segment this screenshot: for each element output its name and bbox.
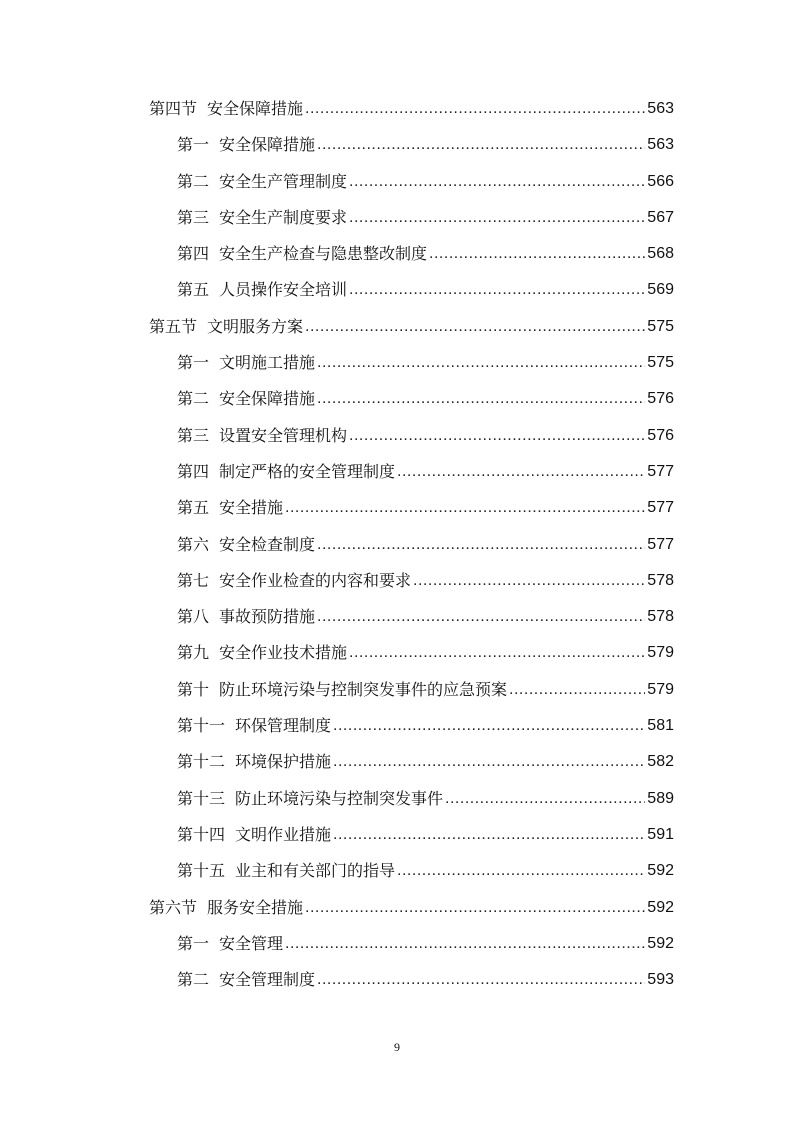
toc-entry-text: 文明服务方案 bbox=[207, 316, 304, 336]
toc-entry-number: 第四 bbox=[177, 461, 210, 481]
toc-entry-number: 第十 bbox=[177, 679, 210, 699]
toc-entry-number: 第七 bbox=[177, 570, 210, 590]
toc-entry-page: 592 bbox=[647, 862, 674, 880]
toc-entry-number: 第三 bbox=[177, 207, 210, 227]
toc-entry-text: 安全保障措施 bbox=[219, 389, 316, 409]
toc-entry-title bbox=[177, 490, 283, 526]
toc-subsection-entry[interactable] bbox=[149, 817, 674, 853]
toc-entry-text: 制定严格的安全管理制度 bbox=[219, 461, 396, 481]
toc-entry-page: 577 bbox=[647, 462, 674, 480]
dot-leader bbox=[317, 345, 645, 381]
dot-leader bbox=[333, 744, 645, 780]
toc-entry-page: 575 bbox=[647, 317, 674, 335]
toc-entry-title bbox=[177, 599, 315, 635]
dot-leader bbox=[349, 200, 645, 236]
toc-entry-text: 服务安全措施 bbox=[207, 897, 304, 917]
toc-entry-page: 566 bbox=[647, 172, 674, 190]
toc-entry-number: 第二 bbox=[177, 171, 210, 191]
toc-entry-page: 582 bbox=[647, 753, 674, 771]
dot-leader bbox=[305, 91, 645, 127]
toc-entry-page: 578 bbox=[647, 608, 674, 626]
toc-entry-number: 第十二 bbox=[177, 752, 226, 772]
toc-entry-title bbox=[177, 781, 443, 817]
toc-entry-page: 563 bbox=[647, 136, 674, 154]
dot-leader bbox=[317, 527, 645, 563]
toc-entry-text: 安全措施 bbox=[219, 498, 284, 518]
toc-entry-page: 576 bbox=[647, 426, 674, 444]
toc-subsection-entry[interactable] bbox=[149, 418, 674, 454]
toc-entry-number: 第二 bbox=[177, 970, 210, 990]
toc-subsection-entry[interactable] bbox=[149, 635, 674, 671]
toc-subsection-entry[interactable] bbox=[149, 599, 674, 635]
toc-subsection-entry[interactable] bbox=[149, 781, 674, 817]
toc-entry-title bbox=[177, 345, 315, 381]
toc-subsection-entry[interactable] bbox=[149, 563, 674, 599]
dot-leader bbox=[317, 962, 645, 998]
toc-subsection-entry[interactable] bbox=[149, 744, 674, 780]
dot-leader bbox=[349, 635, 645, 671]
toc-entry-title bbox=[177, 236, 427, 272]
toc-entry-text: 防止环境污染与控制突发事件的应急预案 bbox=[219, 679, 508, 699]
toc-entry-page: 579 bbox=[647, 680, 674, 698]
toc-subsection-entry[interactable] bbox=[149, 200, 674, 236]
toc-entry-text: 安全作业检查的内容和要求 bbox=[219, 570, 412, 590]
toc-entry-number: 第五 bbox=[177, 498, 210, 518]
toc-subsection-entry[interactable] bbox=[149, 236, 674, 272]
toc-entry-page: 592 bbox=[647, 934, 674, 952]
dot-leader bbox=[445, 781, 645, 817]
toc-entry-number: 第一 bbox=[177, 135, 210, 155]
toc-entry-title bbox=[177, 454, 395, 490]
dot-leader bbox=[285, 490, 645, 526]
toc-entry-number: 第十一 bbox=[177, 716, 226, 736]
toc-entry-page: 577 bbox=[647, 499, 674, 517]
toc-entry-page: 575 bbox=[647, 354, 674, 372]
toc-section-entry[interactable] bbox=[149, 309, 674, 345]
toc-entry-title bbox=[177, 418, 347, 454]
toc-entry-number: 第二 bbox=[177, 389, 210, 409]
toc-subsection-entry[interactable] bbox=[149, 127, 674, 163]
dot-leader bbox=[317, 127, 645, 163]
toc-entry-number: 第一 bbox=[177, 353, 210, 373]
toc-entry-text: 安全管理 bbox=[219, 933, 284, 953]
toc-entry-number: 第一 bbox=[177, 933, 210, 953]
toc-entry-page: 568 bbox=[647, 245, 674, 263]
toc-entry-title bbox=[177, 527, 315, 563]
toc-entry-title bbox=[177, 272, 347, 308]
toc-entry-text: 安全生产管理制度 bbox=[219, 171, 348, 191]
dot-leader bbox=[333, 708, 645, 744]
toc-entry-text: 防止环境污染与控制突发事件 bbox=[235, 788, 444, 808]
toc-entry-title bbox=[177, 127, 315, 163]
toc-entry-text: 设置安全管理机构 bbox=[219, 425, 348, 445]
toc-subsection-entry[interactable] bbox=[149, 490, 674, 526]
toc-entry-text: 文明作业措施 bbox=[235, 824, 332, 844]
toc-entry-text: 业主和有关部门的指导 bbox=[235, 861, 396, 881]
toc-entry-page: 579 bbox=[647, 644, 674, 662]
page-number: 9 bbox=[394, 1040, 400, 1054]
toc-subsection-entry[interactable] bbox=[149, 164, 674, 200]
toc-entry-text: 安全管理制度 bbox=[219, 970, 316, 990]
toc-entry-page: 563 bbox=[647, 100, 674, 117]
toc-entry-title bbox=[177, 708, 331, 744]
toc-entry-title bbox=[149, 890, 303, 926]
dot-leader bbox=[305, 890, 645, 926]
toc-subsection-entry[interactable] bbox=[149, 708, 674, 744]
toc-entry-title bbox=[177, 635, 347, 671]
dot-leader bbox=[285, 926, 645, 962]
toc-subsection-entry[interactable] bbox=[149, 345, 674, 381]
toc-subsection-entry[interactable] bbox=[149, 381, 674, 417]
dot-leader bbox=[429, 236, 645, 272]
toc-entry-number: 第六节 bbox=[149, 897, 198, 917]
toc-entry-title bbox=[149, 91, 303, 127]
dot-leader bbox=[349, 164, 645, 200]
toc-entry-title bbox=[177, 926, 283, 962]
toc-entry-page: 593 bbox=[647, 971, 674, 989]
toc-entry-page: 592 bbox=[647, 898, 674, 916]
toc-entry-number: 第六 bbox=[177, 534, 210, 554]
dot-leader bbox=[509, 672, 645, 708]
toc-subsection-entry[interactable] bbox=[149, 672, 674, 708]
toc-subsection-entry[interactable] bbox=[149, 454, 674, 490]
dot-leader bbox=[349, 418, 645, 454]
toc-entry-text: 安全生产检查与隐患整改制度 bbox=[219, 244, 428, 264]
toc-entry-number: 第八 bbox=[177, 607, 210, 627]
toc-entry-title bbox=[177, 817, 331, 853]
dot-leader bbox=[413, 563, 645, 599]
table-of-contents bbox=[149, 91, 674, 998]
toc-entry-title bbox=[149, 309, 303, 345]
toc-entry-title bbox=[177, 381, 315, 417]
toc-entry-number: 第九 bbox=[177, 643, 210, 663]
toc-entry-page: 581 bbox=[647, 717, 674, 735]
toc-entry-text: 环境保护措施 bbox=[235, 752, 332, 772]
toc-entry-text: 文明施工措施 bbox=[219, 353, 316, 373]
toc-entry-text: 安全生产制度要求 bbox=[219, 207, 348, 227]
toc-entry-title bbox=[177, 200, 347, 236]
toc-entry-number: 第十三 bbox=[177, 788, 226, 808]
toc-subsection-entry[interactable] bbox=[149, 926, 674, 962]
toc-entry-number: 第十五 bbox=[177, 861, 226, 881]
toc-entry-page: 567 bbox=[647, 208, 674, 226]
toc-entry-number: 第四 bbox=[177, 244, 210, 264]
toc-entry-text: 环保管理制度 bbox=[235, 716, 332, 736]
toc-entry-title bbox=[177, 744, 331, 780]
dot-leader bbox=[317, 381, 645, 417]
toc-section-entry[interactable] bbox=[149, 890, 674, 926]
toc-entry-text: 安全保障措施 bbox=[219, 135, 316, 155]
toc-subsection-entry[interactable] bbox=[149, 272, 674, 308]
dot-leader bbox=[305, 309, 645, 345]
dot-leader bbox=[317, 599, 645, 635]
dot-leader bbox=[397, 454, 645, 490]
toc-entry-number: 第三 bbox=[177, 425, 210, 445]
dot-leader bbox=[333, 817, 645, 853]
toc-entry-title bbox=[177, 164, 347, 200]
toc-entry-page: 569 bbox=[647, 281, 674, 299]
toc-entry-text: 安全检查制度 bbox=[219, 534, 316, 554]
toc-entry-title bbox=[177, 962, 315, 998]
toc-entry-page: 576 bbox=[647, 390, 674, 408]
toc-entry-text: 人员操作安全培训 bbox=[219, 280, 348, 300]
dot-leader bbox=[349, 272, 645, 308]
toc-entry-text: 安全保障措施 bbox=[207, 99, 304, 118]
toc-entry-page: 578 bbox=[647, 571, 674, 589]
toc-entry-page: 589 bbox=[647, 789, 674, 807]
toc-entry-text: 事故预防措施 bbox=[219, 607, 316, 627]
toc-section-entry[interactable] bbox=[149, 91, 674, 127]
toc-entry-title bbox=[177, 853, 395, 889]
toc-entry-number: 第五 bbox=[177, 280, 210, 300]
toc-subsection-entry[interactable] bbox=[149, 527, 674, 563]
toc-entry-number: 第四节 bbox=[149, 99, 198, 118]
toc-entry-title bbox=[177, 672, 507, 708]
toc-entry-page: 577 bbox=[647, 535, 674, 553]
toc-entry-number: 第五节 bbox=[149, 316, 198, 336]
toc-entry-text: 安全作业技术措施 bbox=[219, 643, 348, 663]
toc-entry-page: 591 bbox=[647, 825, 674, 843]
toc-subsection-entry[interactable] bbox=[149, 853, 674, 889]
toc-entry-title bbox=[177, 563, 411, 599]
dot-leader bbox=[397, 853, 645, 889]
toc-entry-number: 第十四 bbox=[177, 824, 226, 844]
toc-subsection-entry[interactable] bbox=[149, 962, 674, 998]
